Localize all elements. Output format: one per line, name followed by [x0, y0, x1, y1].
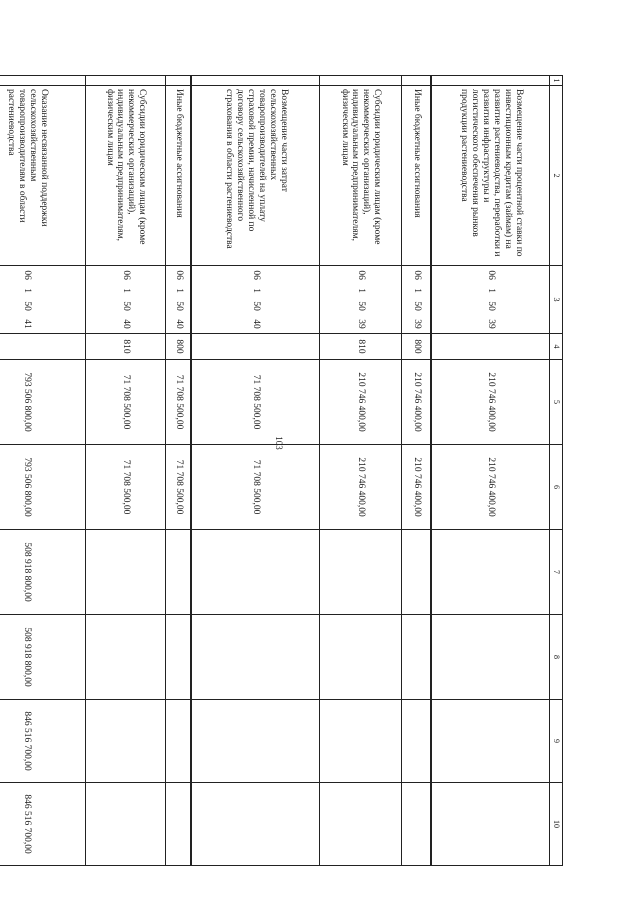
- cell-c9: [402, 700, 432, 783]
- cell-vr: 810: [320, 334, 402, 360]
- header-cell: 7: [550, 530, 563, 615]
- cell-c5: 210 746 400,00: [402, 360, 432, 445]
- cell-c8: [166, 615, 192, 700]
- cell-code: 06 1 50 40: [192, 266, 320, 334]
- cell-c10: [166, 783, 192, 866]
- header-cell: 10: [550, 783, 563, 866]
- cell-vr: 800: [402, 334, 432, 360]
- cell-c6: 71 708 500,00: [86, 445, 166, 530]
- cell-c9: [166, 700, 192, 783]
- cell-vr: 810: [86, 334, 166, 360]
- blank-cell: [432, 76, 550, 86]
- cell-c8: [86, 615, 166, 700]
- cell-c10: 846 516 700,00: [0, 783, 86, 866]
- header-cell: 4: [550, 334, 563, 360]
- cell-c5: 793 506 800,00: [0, 360, 86, 445]
- cell-name: Оказание несвязанной поддержки сельскохозяйственным товаропроизводителям в области растениеводства: [0, 86, 86, 266]
- header-row: [550, 76, 563, 866]
- cell-c9: [192, 700, 320, 783]
- blank-cell: [402, 76, 432, 86]
- header-cell: 3: [550, 266, 563, 334]
- header-cell: 8: [550, 615, 563, 700]
- table-row: [320, 76, 402, 866]
- cell-code: 06 1 50 40: [166, 266, 192, 334]
- table-row: [432, 76, 550, 866]
- cell-c10: [402, 783, 432, 866]
- cell-c6: 210 746 400,00: [432, 445, 550, 530]
- cell-c5: 210 746 400,00: [432, 360, 550, 445]
- cell-c9: 846 516 700,00: [0, 700, 86, 783]
- cell-c6: 210 746 400,00: [320, 445, 402, 530]
- cell-c7: [402, 530, 432, 615]
- cell-code: 06 1 50 40: [86, 266, 166, 334]
- cell-vr: [432, 334, 550, 360]
- header-cell: 2: [550, 86, 563, 266]
- cell-vr: [192, 334, 320, 360]
- cell-vr: [0, 334, 86, 360]
- header-cell: 6: [550, 445, 563, 530]
- cell-c5: 71 708 500,00: [192, 360, 320, 445]
- cell-name: Иные бюджетные ассигнования: [402, 86, 432, 266]
- cell-c9: [86, 700, 166, 783]
- cell-name: Субсидии юридическим лицам (кроме некоммерческих организаций), индивидуальным предпринимателям, физическим лицам: [86, 86, 166, 266]
- header-cell: 5: [550, 360, 563, 445]
- cell-c10: [86, 783, 166, 866]
- blank-cell: [0, 76, 86, 86]
- blank-cell: [166, 76, 192, 86]
- budget-table: [0, 75, 563, 866]
- cell-name: Субсидии юридическим лицам (кроме некоммерческих организаций), индивидуальным предпринимателям, физическим лицам: [320, 86, 402, 266]
- cell-name: Возмещение части процентной ставки по инвестиционным кредитам (займам) на развитие растениеводства, переработки и развития инфраструктуры и логистического обеспечения рынков продукции растениеводства: [432, 86, 550, 266]
- cell-c7: [166, 530, 192, 615]
- table-row: [166, 76, 192, 866]
- cell-name: Возмещение части затрат сельскохозяйственных товаропроизводителей на уплату страховой премии, начисленной по договору сельскохозяйственного страхования в области растениеводства: [192, 86, 320, 266]
- cell-c5: 71 708 500,00: [166, 360, 192, 445]
- cell-name: Иные бюджетные ассигнования: [166, 86, 192, 266]
- header-cell: 9: [550, 700, 563, 783]
- cell-c10: [432, 783, 550, 866]
- blank-cell: [320, 76, 402, 86]
- cell-c10: [320, 783, 402, 866]
- cell-c7: [86, 530, 166, 615]
- table-wrapper: [5, 75, 563, 865]
- page-number: 103: [273, 436, 284, 450]
- cell-c6: 71 708 500,00: [166, 445, 192, 530]
- cell-c8: 508 918 800,00: [0, 615, 86, 700]
- cell-c6: 71 708 500,00: [192, 445, 320, 530]
- cell-c9: [432, 700, 550, 783]
- cell-c8: [320, 615, 402, 700]
- cell-c6: 210 746 400,00: [402, 445, 432, 530]
- cell-c9: [320, 700, 402, 783]
- header-cell: 1: [550, 76, 563, 86]
- cell-code: 06 1 50 39: [320, 266, 402, 334]
- cell-c7: [432, 530, 550, 615]
- cell-c7: 508 918 800,00: [0, 530, 86, 615]
- table-row: [402, 76, 432, 866]
- blank-cell: [192, 76, 320, 86]
- cell-c8: [432, 615, 550, 700]
- cell-vr: 800: [166, 334, 192, 360]
- cell-c10: [192, 783, 320, 866]
- cell-c5: 210 746 400,00: [320, 360, 402, 445]
- cell-code: 06 1 50 39: [432, 266, 550, 334]
- cell-c7: [320, 530, 402, 615]
- cell-c7: [192, 530, 320, 615]
- cell-c6: 793 506 800,00: [0, 445, 86, 530]
- cell-code: 06 1 50 39: [402, 266, 432, 334]
- cell-c8: [192, 615, 320, 700]
- blank-cell: [86, 76, 166, 86]
- cell-code: 06 1 50 41: [0, 266, 86, 334]
- table-row: [192, 76, 320, 866]
- table-row: [0, 76, 86, 866]
- table-row: [86, 76, 166, 866]
- cell-c8: [402, 615, 432, 700]
- cell-c5: 71 708 500,00: [86, 360, 166, 445]
